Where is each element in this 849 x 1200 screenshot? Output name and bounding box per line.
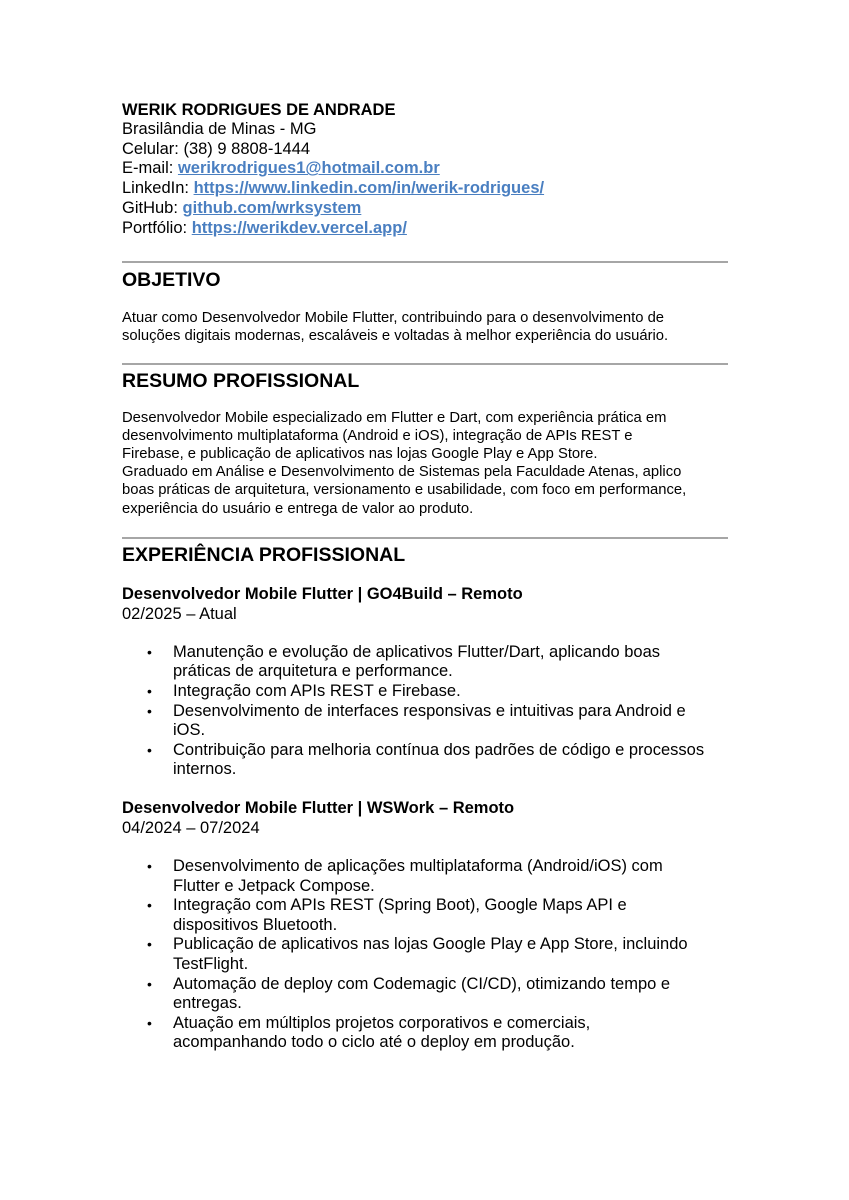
github-label: GitHub: bbox=[122, 198, 178, 217]
job-entry-go4build bbox=[122, 584, 728, 780]
contact-header bbox=[122, 100, 728, 238]
email-line bbox=[122, 159, 728, 179]
resume-page bbox=[122, 100, 728, 1053]
bullet-text-line: Flutter e Jetpack Compose. bbox=[173, 876, 375, 895]
bullet-text-line: Manutenção e evolução de aplicativos Flutter/Dart, aplicando boas bbox=[173, 642, 661, 661]
bullet-text-line: entregas. bbox=[173, 994, 242, 1013]
bullet-icon: • bbox=[147, 897, 152, 914]
bullet-text-line: Desenvolvimento de aplicações multiplataforma (Android/iOS) com bbox=[173, 857, 663, 875]
bullet-icon: • bbox=[147, 741, 152, 758]
resumo-line: Firebase, e publicação de aplicativos nas lojas Google Play e App Store. bbox=[122, 446, 598, 463]
job-period: 02/2025 – Atual bbox=[122, 604, 237, 623]
section-title-experiencia: EXPERIÊNCIA PROFISSIONAL bbox=[122, 543, 406, 566]
list-item bbox=[122, 643, 728, 682]
email-link[interactable]: werikrodrigues1@hotmail.com.br bbox=[177, 159, 440, 178]
phone-label: Celular: bbox=[122, 139, 179, 158]
bullet-icon: • bbox=[147, 858, 152, 874]
bullet-text-line: acompanhando todo o ciclo até o deploy em produção. bbox=[173, 1033, 575, 1052]
bullet-icon: • bbox=[147, 702, 152, 719]
linkedin-link[interactable]: https://www.linkedin.com/in/werik-rodrigues/ bbox=[193, 179, 545, 198]
portfolio-label: Portfólio: bbox=[122, 218, 188, 237]
github-link[interactable]: github.com/wrksystem bbox=[182, 198, 362, 217]
phone-line bbox=[122, 140, 728, 160]
objetivo-line: soluções digitais modernas, escaláveis e voltadas à melhor experiência do usuário. bbox=[122, 328, 669, 345]
resumo-line: desenvolvimento multiplataforma (Android e iOS), integração de APIs REST e bbox=[122, 427, 633, 444]
bullet-text-line: Automação de deploy com Codemagic (CI/CD), otimizando tempo e bbox=[173, 974, 671, 993]
bullet-icon: • bbox=[147, 643, 152, 660]
phone-value: (38) 9 8808-1444 bbox=[183, 139, 311, 158]
portfolio-link[interactable]: https://werikdev.vercel.app/ bbox=[191, 218, 407, 237]
candidate-name: WERIK RODRIGUES DE ANDRADE bbox=[122, 101, 396, 119]
objetivo-line: Atuar como Desenvolvedor Mobile Flutter, contribuindo para o desenvolvimento de bbox=[122, 310, 665, 327]
bullet-text-line: Publicação de aplicativos nas lojas Google Play e App Store, incluindo bbox=[173, 935, 688, 954]
list-item bbox=[122, 975, 728, 1014]
bullet-text-line: Contribuição para melhoria contínua dos padrões de código e processos bbox=[173, 740, 705, 759]
bullet-text-line: internos. bbox=[173, 760, 237, 779]
bullet-icon: • bbox=[147, 975, 152, 992]
resumo-line: experiência do usuário e entrega de valor ao produto. bbox=[122, 500, 474, 517]
resumo-text bbox=[122, 409, 728, 518]
resumo-line: boas práticas de arquitetura, versionamento e usabilidade, com foco em performance, bbox=[122, 482, 687, 499]
job-entry-wswork bbox=[122, 798, 728, 1053]
list-item bbox=[122, 1014, 728, 1053]
bullet-text-line: iOS. bbox=[173, 721, 206, 740]
job-title: Desenvolvedor Mobile Flutter | WSWork – Remoto bbox=[122, 799, 515, 817]
section-title-resumo: RESUMO PROFISSIONAL bbox=[122, 369, 360, 392]
bullet-text-line: dispositivos Bluetooth. bbox=[173, 915, 338, 934]
bullet-text-line: Integração com APIs REST e Firebase. bbox=[173, 682, 461, 701]
list-item bbox=[122, 935, 728, 974]
bullet-icon: • bbox=[147, 936, 152, 953]
job-title: Desenvolvedor Mobile Flutter | GO4Build – Remoto bbox=[122, 584, 523, 603]
bullet-text-line: Atuação em múltiplos projetos corporativos e comerciais, bbox=[173, 1013, 591, 1032]
job-bullets bbox=[122, 857, 728, 1053]
bullet-icon: • bbox=[147, 1014, 152, 1031]
list-item bbox=[122, 702, 728, 741]
job-bullets bbox=[122, 643, 728, 780]
resumo-line: Graduado em Análise e Desenvolvimento de Sistemas pela Faculdade Atenas, aplico bbox=[122, 464, 682, 481]
list-item bbox=[122, 896, 728, 935]
email-label: E-mail: bbox=[122, 159, 174, 178]
bullet-text-line: Desenvolvimento de interfaces responsivas e intuitivas para Android e bbox=[173, 701, 686, 720]
linkedin-line bbox=[122, 179, 728, 199]
resumo-line: Desenvolvedor Mobile especializado em Flutter e Dart, com experiência prática em bbox=[122, 409, 667, 426]
list-item bbox=[122, 682, 728, 702]
bullet-text-line: práticas de arquitetura e performance. bbox=[173, 662, 453, 681]
linkedin-label: LinkedIn: bbox=[122, 179, 189, 198]
section-title-objetivo: OBJETIVO bbox=[122, 269, 221, 292]
section-divider bbox=[122, 363, 728, 365]
github-line bbox=[122, 199, 728, 219]
portfolio-line bbox=[122, 219, 728, 239]
bullet-text-line: Integração com APIs REST (Spring Boot), Google Maps API e bbox=[173, 896, 627, 915]
section-divider bbox=[122, 537, 728, 539]
objetivo-text bbox=[122, 309, 728, 345]
job-period: 04/2024 – 07/2024 bbox=[122, 819, 260, 837]
bullet-icon: • bbox=[147, 683, 152, 700]
location: Brasilândia de Minas - MG bbox=[122, 120, 317, 138]
section-divider bbox=[122, 261, 728, 263]
list-item bbox=[122, 741, 728, 780]
bullet-text-line: TestFlight. bbox=[173, 954, 249, 973]
list-item bbox=[122, 857, 728, 896]
